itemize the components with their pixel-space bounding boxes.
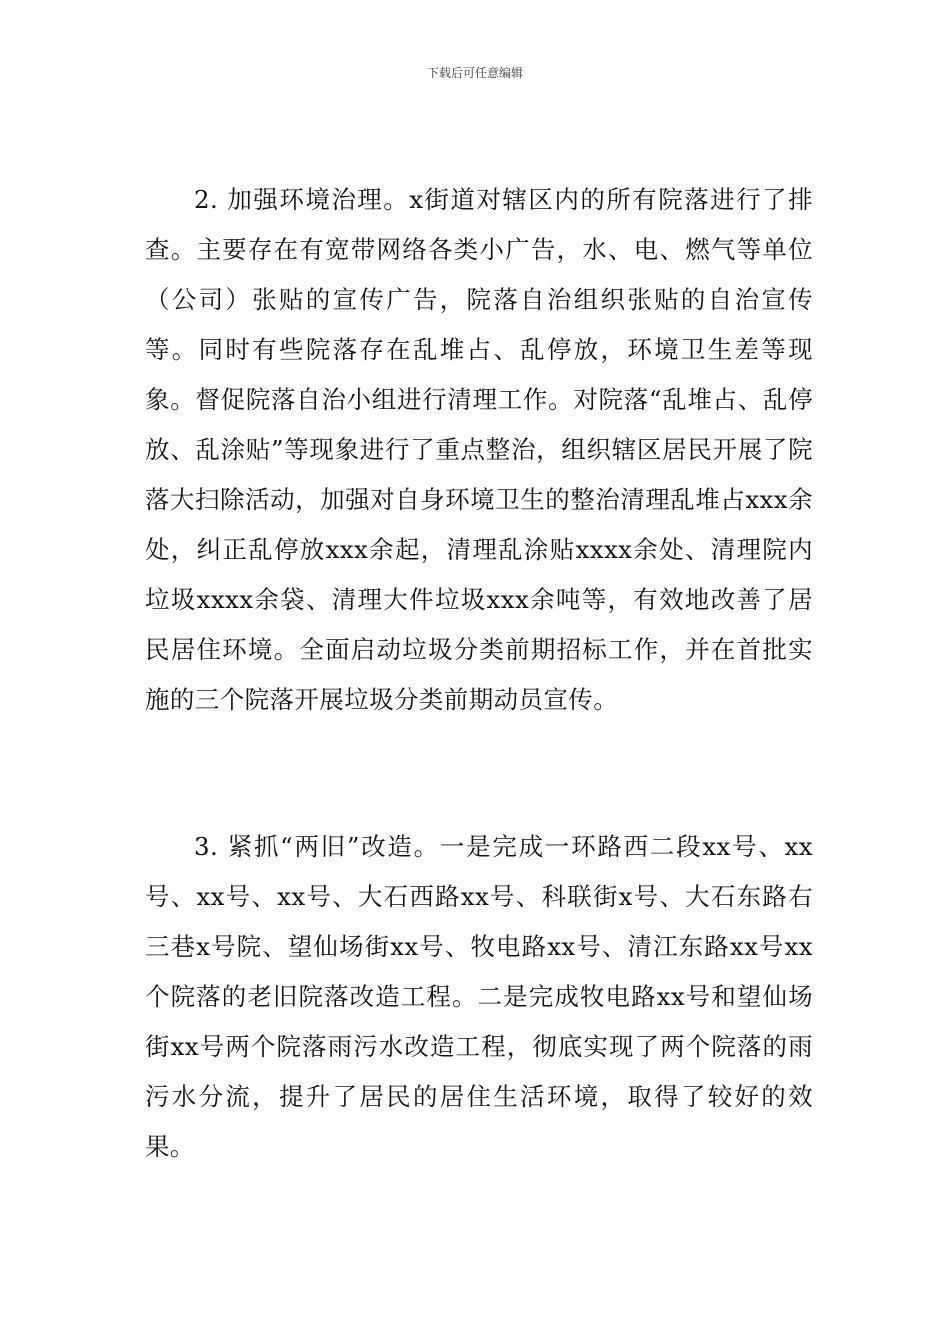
paragraph-environment-governance: 2. 加强环境治理。x街道对辖区内的所有院落进行了排查。主要存在有宽带网络各类小广告，水、电、燃气等单位（公司）张贴的宣传广告，院落自治组织张贴的自治宣传等。同时有些院落存在乱堆占、乱停放，环境卫生差等现象。督促院落自治小组进行清理工作。对院落“乱堆占、乱停放、乱涂贴”等现象进行了重点整治，组织辖区居民开展了院落大扫除活动，加强对自身环境卫生的整治清理乱堆占xxx余处，纠正乱停放xxx余起，清理乱涂贴xxxx余处、清理院内垃圾xxxx余袋、清理大件垃圾xxx余吨等，有效地改善了居民居住环境。全面启动垃圾分类前期招标工作，并在首批实施的三个院落开展垃圾分类前期动员宣传。 [145, 185, 813, 714]
header-note: 下载后可任意编辑 [426, 66, 523, 80]
paragraph-old-renovation: 3. 紧抓“两旧”改造。一是完成一环路西二段xx号、xx号、xx号、xx号、大石西路xx号、科联街x号、大石东路右三巷x号院、望仙场街xx号、牧电路xx号、清江东路xx号xx个院落的老旧院落改造工程。二是完成牧电路xx号和望仙场街xx号两个院落雨污水改造工程，彻底实现了两个院落的雨污水分流，提升了居民的居住生活环境，取得了较好的效果。 [145, 832, 813, 1161]
